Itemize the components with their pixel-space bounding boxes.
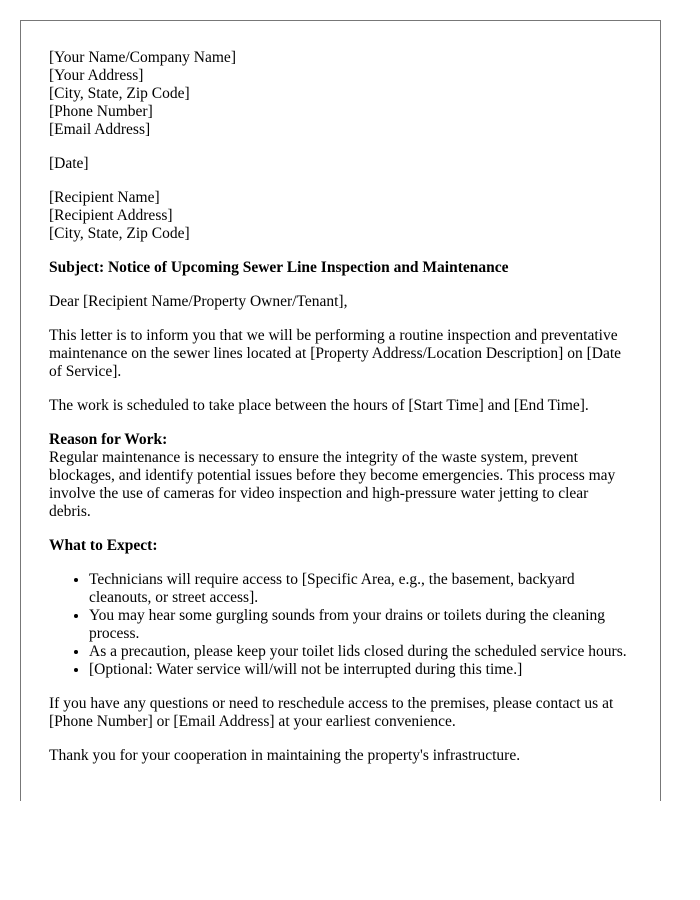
expect-list-item: • As a precaution, please keep your toilet lids closed during the scheduled service hours. xyxy=(89,643,629,661)
recipient-city: [City, State, Zip Code] xyxy=(49,225,190,242)
sender-phone: [Phone Number] xyxy=(49,103,153,120)
recipient-name: [Recipient Name] xyxy=(49,189,160,206)
closing-paragraph: Thank you for your cooperation in maintaining the property's infrastructure. xyxy=(49,747,521,764)
sender-block xyxy=(49,49,629,139)
salutation: Dear [Recipient Name/Property Owner/Tenant], xyxy=(49,293,348,310)
recipient-block xyxy=(49,189,629,243)
letter-subject: Subject: Notice of Upcoming Sewer Line Inspection and Maintenance xyxy=(49,259,509,276)
reason-heading: Reason for Work: xyxy=(49,431,168,448)
sender-address: [Your Address] xyxy=(49,67,144,84)
sender-name: [Your Name/Company Name] xyxy=(49,49,236,66)
expect-list-item: • Technicians will require access to [Specific Area, e.g., the basement, backyard cleanouts, or street access]. xyxy=(89,571,629,607)
contact-paragraph: If you have any questions or need to reschedule access to the premises, please contact us at [Phone Number] or [Email Address] at your earliest convenience. xyxy=(49,695,614,730)
expect-list xyxy=(49,571,629,679)
letter-page xyxy=(20,20,661,801)
letter-date: [Date] xyxy=(49,155,89,172)
schedule-paragraph: The work is scheduled to take place between the hours of [Start Time] and [End Time]. xyxy=(49,397,589,414)
sender-email: [Email Address] xyxy=(49,121,151,138)
recipient-address: [Recipient Address] xyxy=(49,207,173,224)
letter-content xyxy=(49,49,629,765)
expect-list-item: • [Optional: Water service will/will not be interrupted during this time.] xyxy=(89,661,629,679)
reason-text: Regular maintenance is necessary to ensure the integrity of the waste system, prevent blockages, and identify potential issues before they become emergencies. This process may involve the use of cameras for video inspection and high-pressure water jetting to clear debris. xyxy=(49,449,616,520)
expect-list-item: • You may hear some gurgling sounds from your drains or toilets during the cleaning process. xyxy=(89,607,629,643)
expect-heading: What to Expect: xyxy=(49,537,158,554)
intro-paragraph: This letter is to inform you that we will be performing a routine inspection and preventative maintenance on the sewer lines located at [Property Address/Location Description] on [Date of Service]. xyxy=(49,327,622,380)
sender-city: [City, State, Zip Code] xyxy=(49,85,190,102)
reason-section xyxy=(49,431,629,521)
